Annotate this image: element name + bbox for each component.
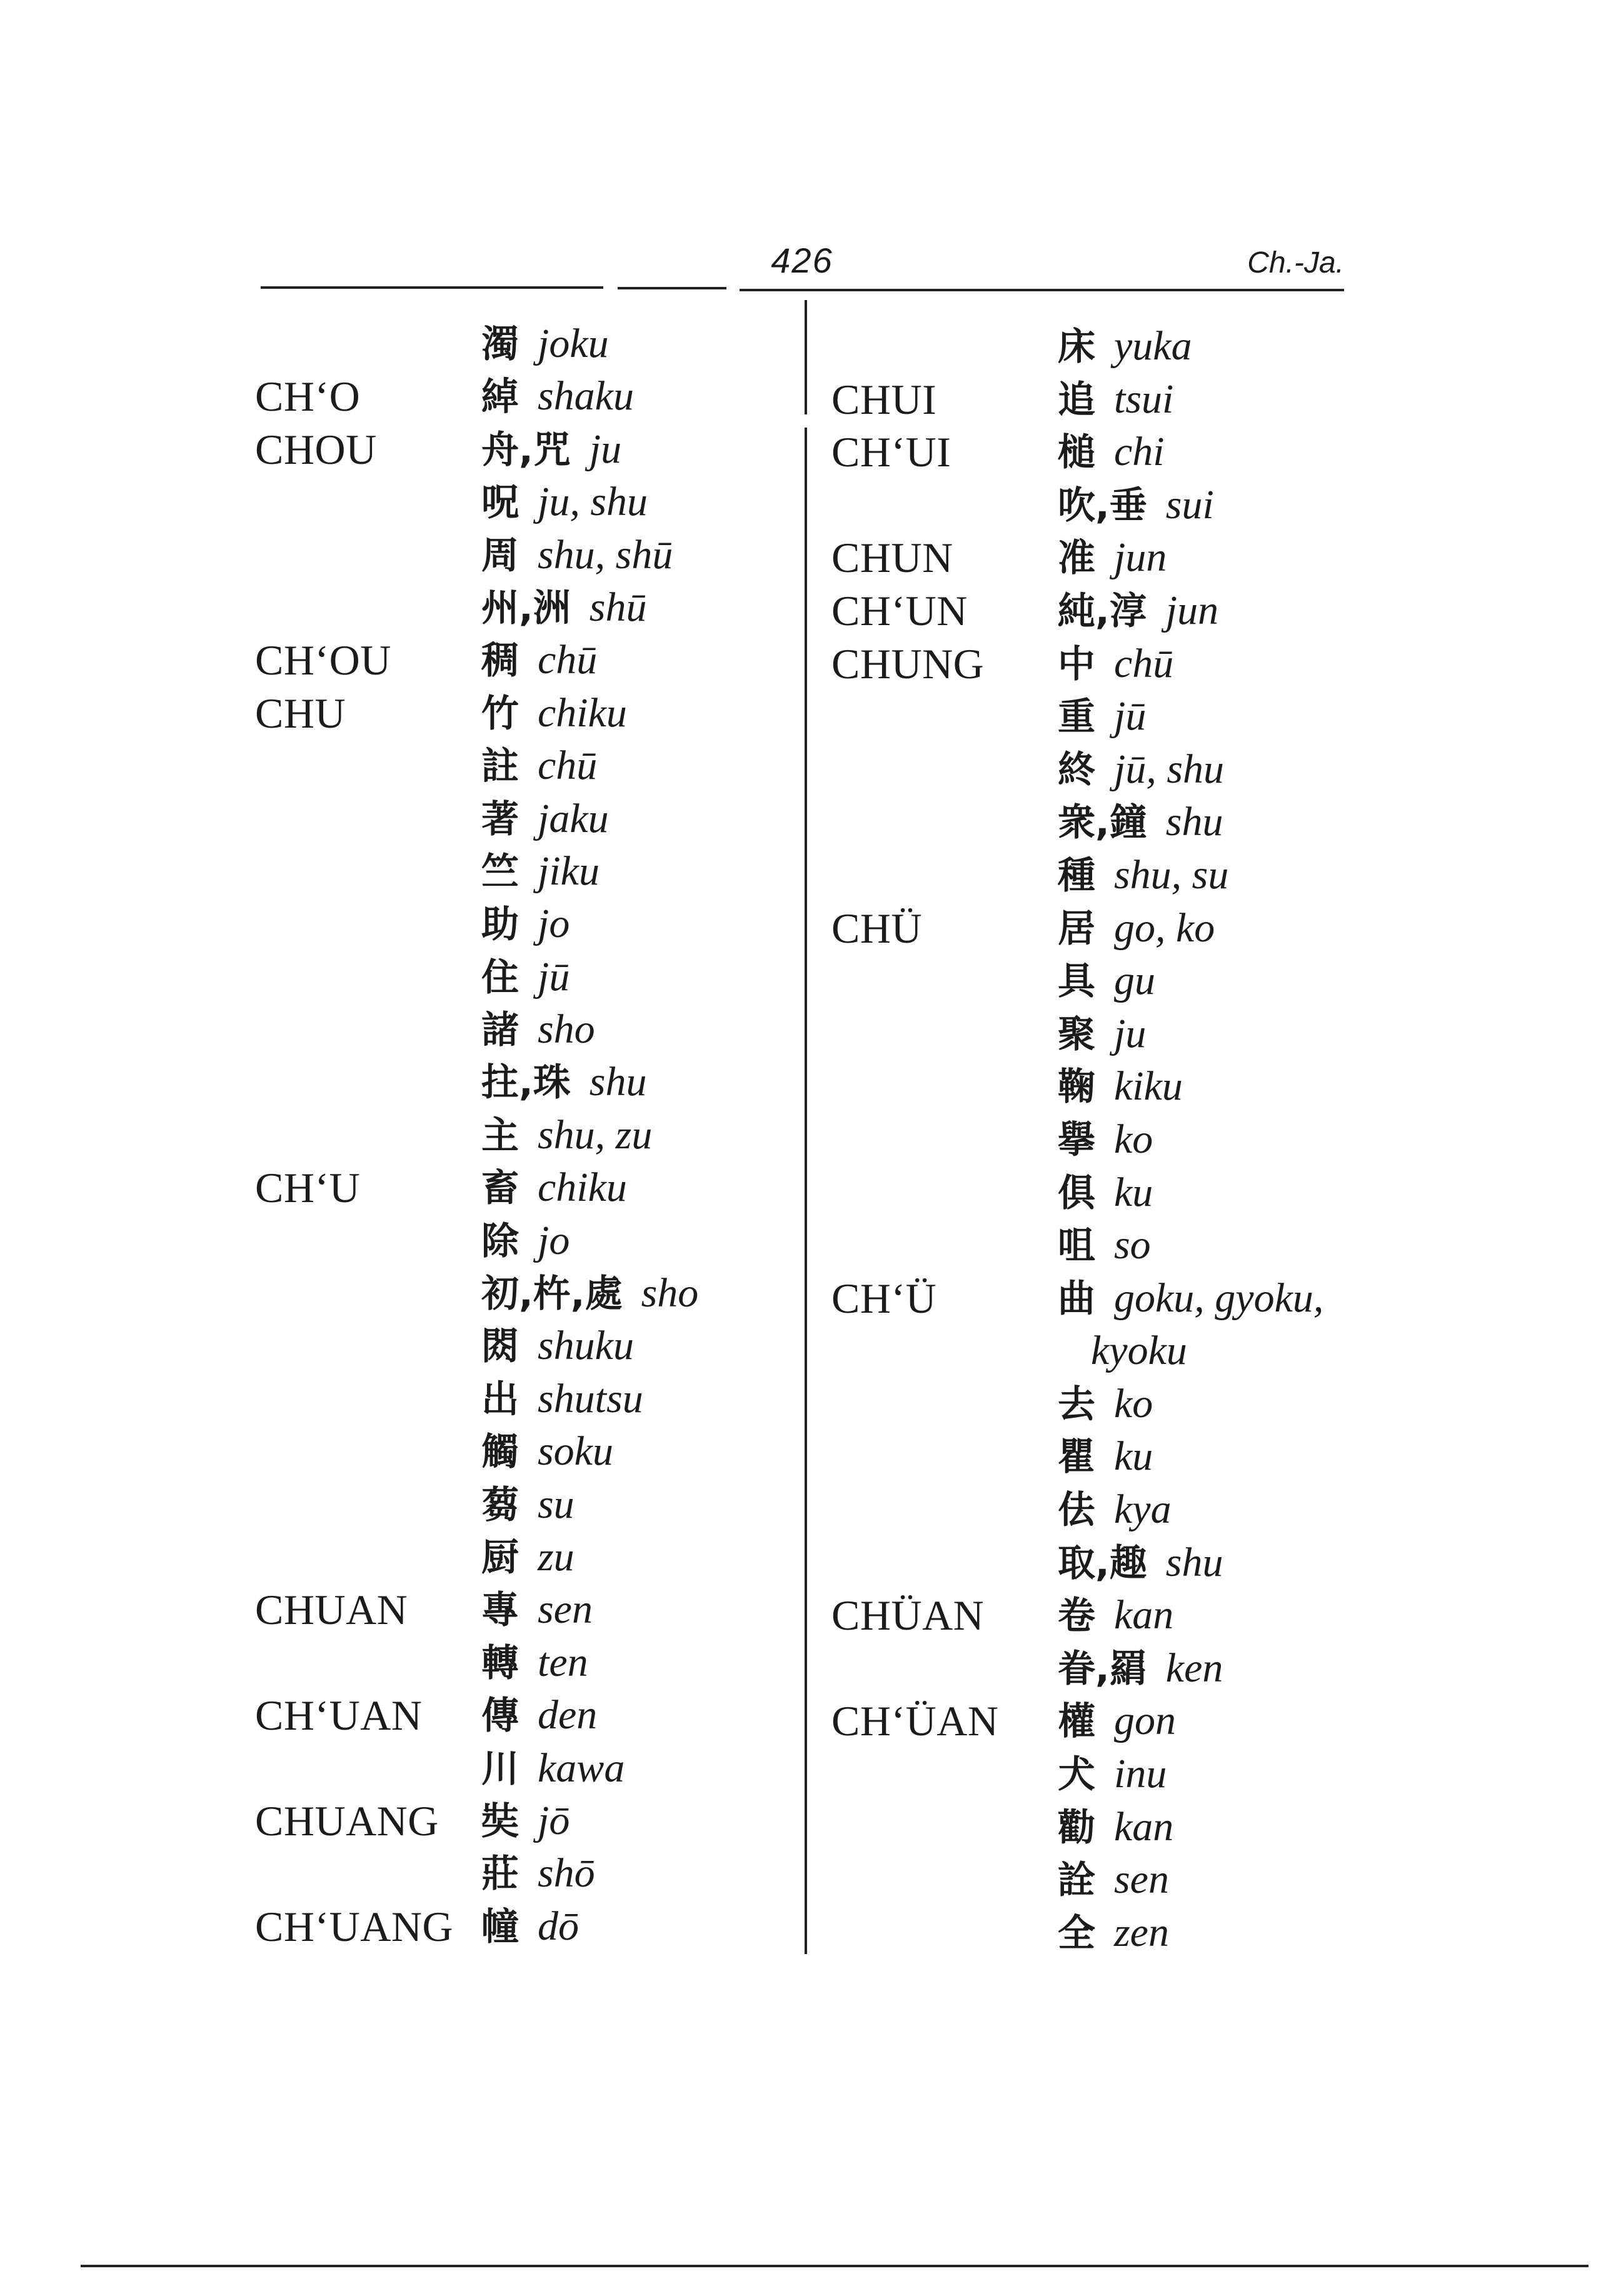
entry-row <box>255 898 793 950</box>
entry-row <box>255 1531 793 1583</box>
entry-row <box>831 1695 1582 1748</box>
headword: CH‘OU <box>255 636 391 684</box>
japanese-reading: shaku <box>538 373 634 419</box>
entry-row <box>255 1847 793 1900</box>
chinese-characters: 呪 <box>481 481 519 525</box>
entry-row <box>831 1272 1582 1325</box>
entry-row <box>255 1109 793 1161</box>
chinese-characters: 犬 <box>1058 1753 1095 1797</box>
chinese-characters: 咀 <box>1058 1224 1095 1268</box>
japanese-reading: chū <box>538 637 598 683</box>
entry-row <box>255 1583 793 1636</box>
entry-row <box>831 796 1582 849</box>
japanese-reading: jo <box>538 1217 570 1263</box>
entry-row <box>255 1425 793 1478</box>
entry-row <box>255 1900 793 1953</box>
japanese-reading: inu <box>1114 1751 1167 1797</box>
entry-row <box>831 1008 1582 1061</box>
entry-row <box>831 849 1582 902</box>
japanese-reading: gon <box>1114 1698 1176 1744</box>
headword: CH‘UN <box>831 586 968 634</box>
headword: CH‘O <box>255 373 361 421</box>
japanese-reading: sho <box>538 1006 595 1053</box>
chinese-characters: 准 <box>1058 536 1095 581</box>
entry-row <box>255 1795 793 1847</box>
headword: CH‘U <box>255 1164 361 1212</box>
entry-row <box>255 1056 793 1108</box>
entry-row <box>831 1537 1582 1590</box>
chinese-characters: 川 <box>481 1747 519 1791</box>
entry-row <box>255 1637 793 1689</box>
chinese-characters: 具 <box>1058 960 1095 1004</box>
japanese-reading: sho <box>641 1270 699 1316</box>
entry-row <box>255 634 793 686</box>
japanese-reading: yuka <box>1114 323 1192 369</box>
japanese-reading: gu <box>1114 958 1155 1004</box>
japanese-reading: chū <box>538 743 598 789</box>
chinese-characters: 莊 <box>481 1852 519 1897</box>
japanese-reading: chū <box>1114 640 1174 686</box>
left-column <box>255 318 793 1953</box>
entry-row <box>831 902 1582 955</box>
headword: CH‘Ü <box>831 1274 937 1322</box>
japanese-reading: chiku <box>538 689 627 736</box>
headword: CHUN <box>831 534 953 582</box>
entry-row <box>255 1689 793 1742</box>
japanese-reading: shu, shū <box>538 531 673 578</box>
entry-row <box>831 1483 1582 1537</box>
chinese-characters: 竺 <box>481 850 519 894</box>
japanese-reading: chi <box>1114 429 1165 475</box>
chinese-characters: 聚 <box>1058 1012 1095 1056</box>
headword: CH‘UAN <box>255 1692 423 1740</box>
header-rule-middle <box>618 287 726 289</box>
chinese-characters: 著 <box>481 797 519 841</box>
japanese-reading: jo <box>538 901 570 947</box>
japanese-reading: kya <box>1114 1486 1172 1533</box>
chinese-characters: 傳 <box>481 1694 519 1738</box>
entry-row <box>831 531 1582 584</box>
japanese-reading: jū <box>538 953 570 1000</box>
chinese-characters: 衆,鐘 <box>1058 801 1147 845</box>
chinese-characters: 舟,咒 <box>481 428 571 472</box>
entry-row <box>255 529 793 581</box>
entry-row <box>831 373 1582 426</box>
chinese-characters: 奘 <box>481 1799 519 1843</box>
chinese-characters: 初,杵,處 <box>481 1272 623 1316</box>
entry-continuation-row <box>831 1325 1582 1378</box>
japanese-reading: su <box>538 1481 575 1527</box>
chinese-characters: 床 <box>1058 325 1095 369</box>
entry-row <box>255 1373 793 1425</box>
chinese-characters: 專 <box>481 1588 519 1633</box>
japanese-reading: soku <box>538 1428 613 1475</box>
japanese-reading: zu <box>538 1533 575 1580</box>
entry-row <box>255 687 793 739</box>
entry-row <box>255 1742 793 1795</box>
japanese-reading: shu, zu <box>538 1111 653 1158</box>
japanese-reading: shō <box>538 1850 595 1897</box>
headword: CHÜAN <box>831 1592 985 1640</box>
japanese-reading: jun <box>1114 534 1167 581</box>
chinese-characters: 勸 <box>1058 1805 1095 1850</box>
chinese-characters: 終 <box>1058 748 1095 792</box>
japanese-reading: shu <box>1165 799 1223 845</box>
japanese-reading: chiku <box>538 1165 627 1211</box>
japanese-reading: shuku <box>538 1323 634 1369</box>
entry-row <box>831 479 1582 532</box>
entry-row <box>831 1113 1582 1166</box>
header-rule-right <box>740 289 1344 291</box>
headword: CH‘UANG <box>255 1902 454 1950</box>
entry-row <box>831 1378 1582 1431</box>
japanese-reading: shu <box>1165 1539 1223 1585</box>
japanese-reading: ten <box>538 1639 588 1685</box>
japanese-reading: ku <box>1114 1169 1153 1215</box>
chinese-characters: 全 <box>1058 1911 1095 1955</box>
entry-row <box>255 1003 793 1056</box>
japanese-reading: kan <box>1114 1592 1174 1638</box>
running-head: Ch.-Ja. <box>1247 246 1344 279</box>
chinese-characters: 純,淳 <box>1058 589 1147 633</box>
japanese-reading: jū <box>1114 693 1147 739</box>
chinese-characters: 閦 <box>481 1325 519 1369</box>
japanese-reading: sen <box>1114 1857 1169 1903</box>
chinese-characters: 重 <box>1058 695 1095 739</box>
entry-row <box>255 1215 793 1267</box>
entry-row <box>255 318 793 370</box>
japanese-reading: so <box>1114 1222 1151 1268</box>
japanese-reading: ju, shu <box>538 479 648 525</box>
chinese-characters: 轉 <box>481 1641 519 1685</box>
chinese-characters: 詮 <box>1058 1858 1095 1903</box>
entry-body <box>1058 1907 1169 1970</box>
chinese-characters: 畜 <box>481 1166 519 1211</box>
japanese-reading: joku <box>538 321 609 366</box>
japanese-reading: shu <box>589 1059 647 1105</box>
chinese-characters: 周 <box>481 533 519 578</box>
headword: CHU <box>255 689 346 737</box>
japanese-reading: ko <box>1114 1116 1153 1162</box>
entry-row <box>831 1589 1582 1642</box>
headword: CHUI <box>831 375 937 423</box>
headword: CHÜ <box>831 904 923 952</box>
page-number: 426 <box>771 241 833 280</box>
japanese-reading: dō <box>538 1903 579 1949</box>
headword: CHUAN <box>255 1586 408 1634</box>
chinese-characters: 居 <box>1058 906 1095 951</box>
right-column <box>831 320 1582 1959</box>
chinese-characters: 綽 <box>481 375 519 419</box>
entry-row <box>831 743 1582 796</box>
entry-row <box>831 638 1582 691</box>
chinese-characters: 觸 <box>481 1430 519 1475</box>
column-divider-top <box>805 300 807 414</box>
japanese-reading: ju <box>1114 1010 1147 1056</box>
japanese-reading: sen <box>538 1587 593 1633</box>
entry-row <box>831 1430 1582 1483</box>
column-divider <box>805 428 807 1954</box>
chinese-characters: 權 <box>1058 1700 1095 1744</box>
chinese-characters: 中 <box>1058 642 1095 686</box>
chinese-characters: 除 <box>481 1219 519 1263</box>
japanese-reading: go, ko <box>1114 905 1215 951</box>
japanese-reading: tsui <box>1114 376 1174 422</box>
chinese-characters: 蒭 <box>481 1483 519 1527</box>
chinese-characters: 追 <box>1058 378 1095 422</box>
chinese-characters: 註 <box>481 744 519 789</box>
japanese-reading: zen <box>1114 1909 1169 1955</box>
entry-body <box>481 1900 579 1963</box>
japanese-reading: kiku <box>1114 1063 1183 1110</box>
chinese-characters: 主 <box>481 1113 519 1158</box>
headword: CHUANG <box>255 1797 439 1845</box>
entry-row <box>831 1853 1582 1907</box>
footer-rule <box>81 2265 1588 2267</box>
chinese-characters: 出 <box>481 1377 519 1421</box>
chinese-characters: 曲 <box>1058 1276 1095 1321</box>
chinese-characters: 卷 <box>1058 1594 1095 1638</box>
entry-row <box>255 1320 793 1372</box>
headword: CH‘ÜAN <box>831 1697 999 1745</box>
entry-row <box>255 739 793 792</box>
chinese-characters: 鞠 <box>1058 1065 1095 1110</box>
entry-row <box>255 476 793 528</box>
chinese-characters: 諸 <box>481 1008 519 1053</box>
japanese-reading: kyoku <box>1091 1328 1187 1374</box>
chinese-characters: 槌 <box>1058 431 1095 475</box>
entry-row <box>831 1060 1582 1113</box>
japanese-reading: ko <box>1114 1380 1153 1426</box>
chinese-characters: 俱 <box>1058 1171 1095 1215</box>
entry-row <box>831 1907 1582 1960</box>
entry-row <box>831 1642 1582 1695</box>
entry-row <box>831 1166 1582 1220</box>
entry-row <box>255 1478 793 1531</box>
japanese-reading: ku <box>1114 1433 1153 1480</box>
japanese-reading: jun <box>1165 587 1219 633</box>
chinese-characters: 竹 <box>481 691 519 736</box>
entry-row <box>831 584 1582 638</box>
chinese-characters: 厨 <box>481 1535 519 1580</box>
chinese-characters: 取,趣 <box>1058 1541 1147 1585</box>
japanese-reading: kan <box>1114 1803 1174 1850</box>
entry-row <box>255 845 793 898</box>
japanese-reading: shū <box>589 584 647 630</box>
japanese-reading: sui <box>1165 481 1214 528</box>
japanese-reading: kawa <box>538 1745 625 1791</box>
japanese-reading: ju <box>589 426 622 472</box>
japanese-reading: jū, shu <box>1114 746 1225 792</box>
entry-row <box>831 955 1582 1008</box>
headword: CHUNG <box>831 639 985 688</box>
chinese-characters: 助 <box>481 903 519 947</box>
chinese-characters: 瞿 <box>1058 1435 1095 1480</box>
entry-row <box>831 320 1582 373</box>
chinese-characters: 擧 <box>1058 1118 1095 1162</box>
japanese-reading: jō <box>538 1797 570 1843</box>
japanese-reading: goku, gyoku, <box>1114 1275 1324 1321</box>
entry-row <box>255 423 793 476</box>
chinese-characters: 眷,羂 <box>1058 1647 1147 1691</box>
chinese-characters: 住 <box>481 955 519 1000</box>
headword: CH‘UI <box>831 428 951 476</box>
chinese-characters: 佉 <box>1058 1488 1095 1533</box>
entry-row <box>831 426 1582 479</box>
japanese-reading: jaku <box>538 795 609 841</box>
chinese-characters: 稠 <box>481 639 519 683</box>
chinese-characters: 吹,垂 <box>1058 483 1147 528</box>
japanese-reading: den <box>538 1692 598 1738</box>
chinese-characters: 去 <box>1058 1382 1095 1426</box>
chinese-characters: 種 <box>1058 853 1095 898</box>
entry-row <box>255 951 793 1003</box>
headword: CHOU <box>255 425 377 473</box>
chinese-characters: 濁 <box>481 323 519 366</box>
entry-row <box>831 1219 1582 1272</box>
entry-row <box>831 690 1582 743</box>
japanese-reading: ken <box>1165 1645 1223 1691</box>
chinese-characters: 州,洲 <box>481 586 571 630</box>
entry-row <box>831 1801 1582 1854</box>
chinese-characters: 幢 <box>481 1905 519 1949</box>
header-rule-left <box>261 286 603 289</box>
entry-row <box>255 370 793 423</box>
entry-row <box>255 793 793 845</box>
entry-row <box>831 1748 1582 1801</box>
entry-row <box>255 1267 793 1320</box>
japanese-reading: shutsu <box>538 1375 643 1421</box>
entry-row <box>255 581 793 634</box>
chinese-characters: 拄,珠 <box>481 1061 571 1105</box>
japanese-reading: shu, su <box>1114 851 1229 898</box>
japanese-reading: jiku <box>538 848 600 894</box>
entry-row <box>255 1161 793 1214</box>
